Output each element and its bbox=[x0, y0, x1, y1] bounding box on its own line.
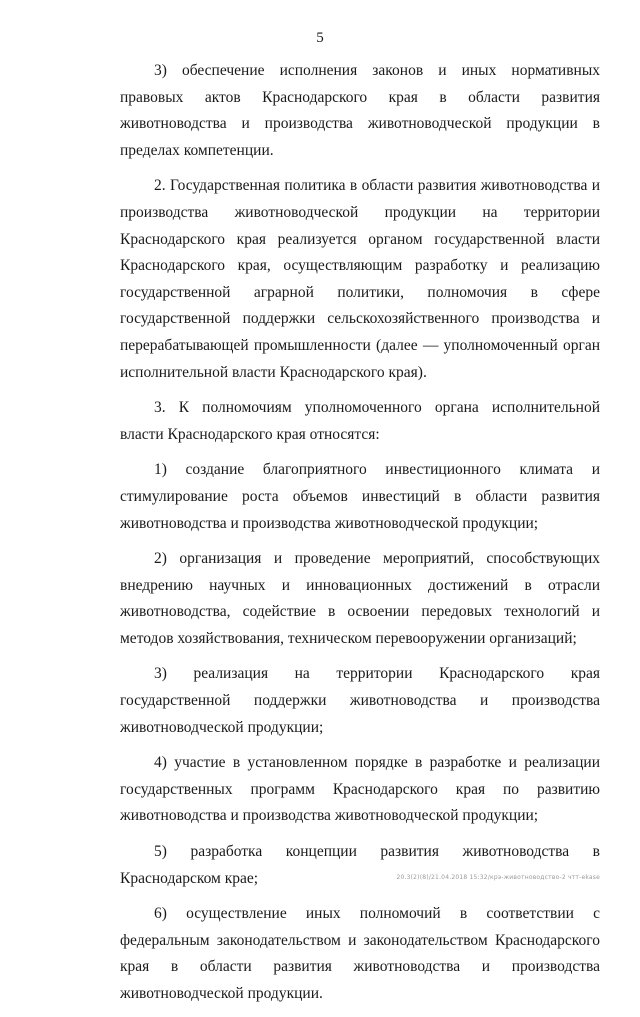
list-item: 6) осуществление иных полномочий в соответствии с федеральным законодательством и законодательством Краснодарского края в области развития животноводства и производства животноводческой продукции. bbox=[120, 905, 600, 1002]
footer-stamp: 20.3(2)(8)/21.04.2018 15:32/крэ-животноводство-2 чтт-ekase bbox=[396, 874, 600, 881]
paragraph: 2. Государственная политика в области развития животноводства и производства животноводческой продукции на территории Краснодарского края реализуется органом государственной власти Краснодарского края, осуществляющим разработку и реализацию государственной аграрной политики, полномочия в сфере государственной поддержки сельскохозяйственного производства и перерабатывающей промышленности (далее — уполномоченный орган исполнительной власти Краснодарского края). bbox=[120, 177, 600, 381]
paragraph: 3) обеспечение исполнения законов и иных нормативных правовых актов Краснодарского края в области развития животноводства и производства животноводческой продукции в пределах компетенции. bbox=[120, 62, 600, 159]
list-item: 2) организация и проведение мероприятий, способствующих внедрению научных и инновационных достижений в отрасли животноводства, содействие в освоении передовых технологий и методов хозяйствования, техническом перевооружении организаций; bbox=[120, 550, 600, 647]
page-number: 5 bbox=[316, 30, 324, 46]
document-body bbox=[120, 58, 600, 1017]
list-item: 4) участие в установленном порядке в разработке и реализации государственных программ Краснодарского края по развитию животноводства и производства животноводческой продукции; bbox=[120, 754, 600, 825]
list-item: 3) реализация на территории Краснодарского края государственной поддержки животноводства и производства животноводческой продукции; bbox=[120, 665, 600, 736]
list-item: 1) создание благоприятного инвестиционного климата и стимулирование роста объемов инвестиций в области развития животноводства и производства животноводческой продукции; bbox=[120, 461, 600, 532]
paragraph: 3. К полномочиям уполномоченного органа исполнительной власти Краснодарского края относятся: bbox=[120, 399, 600, 443]
list-item: 5) разработка концепции развития животноводства в Краснодарском крае; bbox=[120, 843, 600, 887]
